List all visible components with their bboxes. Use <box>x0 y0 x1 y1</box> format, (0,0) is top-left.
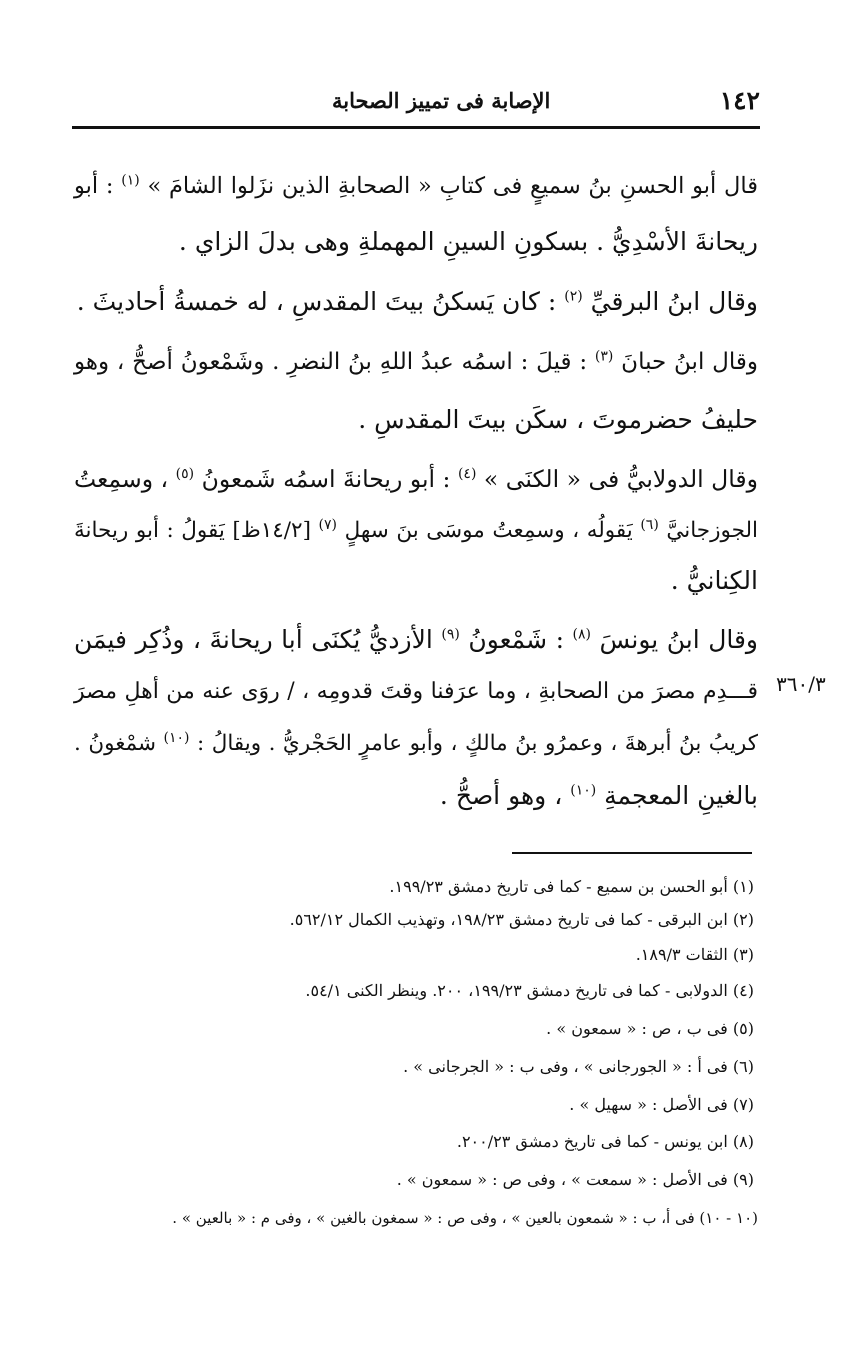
page-number: ١٤٢ <box>719 86 760 115</box>
footnote: (٢) ابن البرقى - كما فى تاريخ دمشق ١٩٨/٢٣، وتهذيب الكمال ٥٦٢/١٢. <box>289 910 754 929</box>
footnote-ref: (٩) <box>441 626 460 643</box>
body-line: الكِنانيُّ . <box>670 566 758 595</box>
footnote-ref: (١٠) <box>163 729 190 746</box>
footnote: (٩) فى الأصل : « سمعت » ، وفى ص : « سمعون » . <box>396 1170 754 1189</box>
footnote-separator <box>512 852 752 854</box>
running-header <box>72 86 760 122</box>
footnote: (٣) الثقات ١٨٩/٣. <box>635 945 754 964</box>
body-line: قال أبو الحسنِ بنُ سميعٍ فى كتابِ « الصحابةِ الذين نزَلوا الشامَ » $^{(١)}$ : أبو <box>74 172 759 199</box>
body-line: الجوزجانيَّ $^{(٦)}$ يَقولُه ، وسمِعتُ موسَى بنَ سهلٍ $^{(٧)}$ [١٤/٢ظ] يَقولُ : أبو ريحانةَ <box>74 516 758 543</box>
footnote: (٦) فى أ : « الجورجانى » ، وفى ب : « الجرجانى » . <box>403 1057 754 1076</box>
body-line: كريبُ بنُ أبرهةَ ، وعمرُو بنُ مالكٍ ، وأبو عامرٍ الحَجْريُّ . ويقالُ : $^{(١٠)}$ شمْغونُ . <box>74 729 758 756</box>
footnote-ref: (١٠) <box>570 782 597 799</box>
footnote-ref: (٦) <box>640 516 659 533</box>
running-title: الإصابة فى تمييز الصحابة <box>332 88 551 113</box>
body-line: وقال ابنُ يونسَ $^{(٨)}$ : شَمْعونُ $^{(٩)}$ الأزديُّ يُكنَى أبا ريحانةَ ، وذُكِر فيمَن <box>74 625 759 654</box>
footnote-ref: (٣) <box>594 348 614 365</box>
margin-reference: ٣٦٠/٣ <box>776 672 826 696</box>
body-line: حليفُ حضرموتَ ، سكَن بيتَ المقدسِ . <box>358 405 758 434</box>
body-line: وقال ابنُ حبانَ $^{(٣)}$ : قيلَ : اسمُه عبدُ اللهِ بنُ النضرِ . وشَمْعونُ أصحُّ ، وهو <box>74 348 758 375</box>
footnote: (٥) فى ب ، ص : « سمعون » . <box>546 1019 754 1038</box>
footnote-ref: (٢) <box>564 288 583 305</box>
footnote-ref: (٧) <box>318 516 338 533</box>
body-line: بالغينِ المعجمةِ $^{(١٠)}$ ، وهو أصحُّ . <box>439 781 758 810</box>
header-rule <box>72 126 760 129</box>
footnote-ref: (١) <box>121 172 140 189</box>
body-line: وقال الدولابيُّ فى « الكنَى » $^{(٤)}$ : أبو ريحانةَ اسمُه شَمعونُ $^{(٥)}$ ، وسمِعتُ <box>74 465 758 493</box>
footnote-ref: (٨) <box>572 626 592 643</box>
body-line: قـــدِم مصرَ من الصحابةِ ، وما عرَفنا وقتَ قدومِه ، / روَى عنه من أهلِ مصرَ <box>74 679 758 704</box>
footnote: (٧) فى الأصل : « سهيل » . <box>569 1095 754 1114</box>
footnote: (١) أبو الحسن بن سميع - كما فى تاريخ دمشق ١٩٩/٢٣. <box>389 877 754 896</box>
footnote-ref: (٥) <box>175 466 195 483</box>
body-line: ريحانةَ الأسْدِيُّ . بسكونِ السينِ المهملةِ وهى بدلَ الزاي . <box>178 227 758 256</box>
footnote-ref: (٤) <box>457 466 477 483</box>
footnote: (٨) ابن يونس - كما فى تاريخ دمشق ٢٠٠/٢٣. <box>456 1132 754 1151</box>
body-line: وقال ابنُ البرقيِّ $^{(٢)}$ : كان يَسكنُ بيتَ المقدسِ ، له خمسةُ أحاديثَ . <box>76 287 758 316</box>
footnote: (١٠ - ١٠) فى أ، ب : « شمعون بالعين » ، وفى ص : « سمغون بالغين » ، وفى م : « بالعين » . <box>172 1209 758 1227</box>
footnote: (٤) الدولابى - كما فى تاريخ دمشق ١٩٩/٢٣، ٢٠٠. وينظر الكنى ٥٤/١. <box>305 981 754 1000</box>
